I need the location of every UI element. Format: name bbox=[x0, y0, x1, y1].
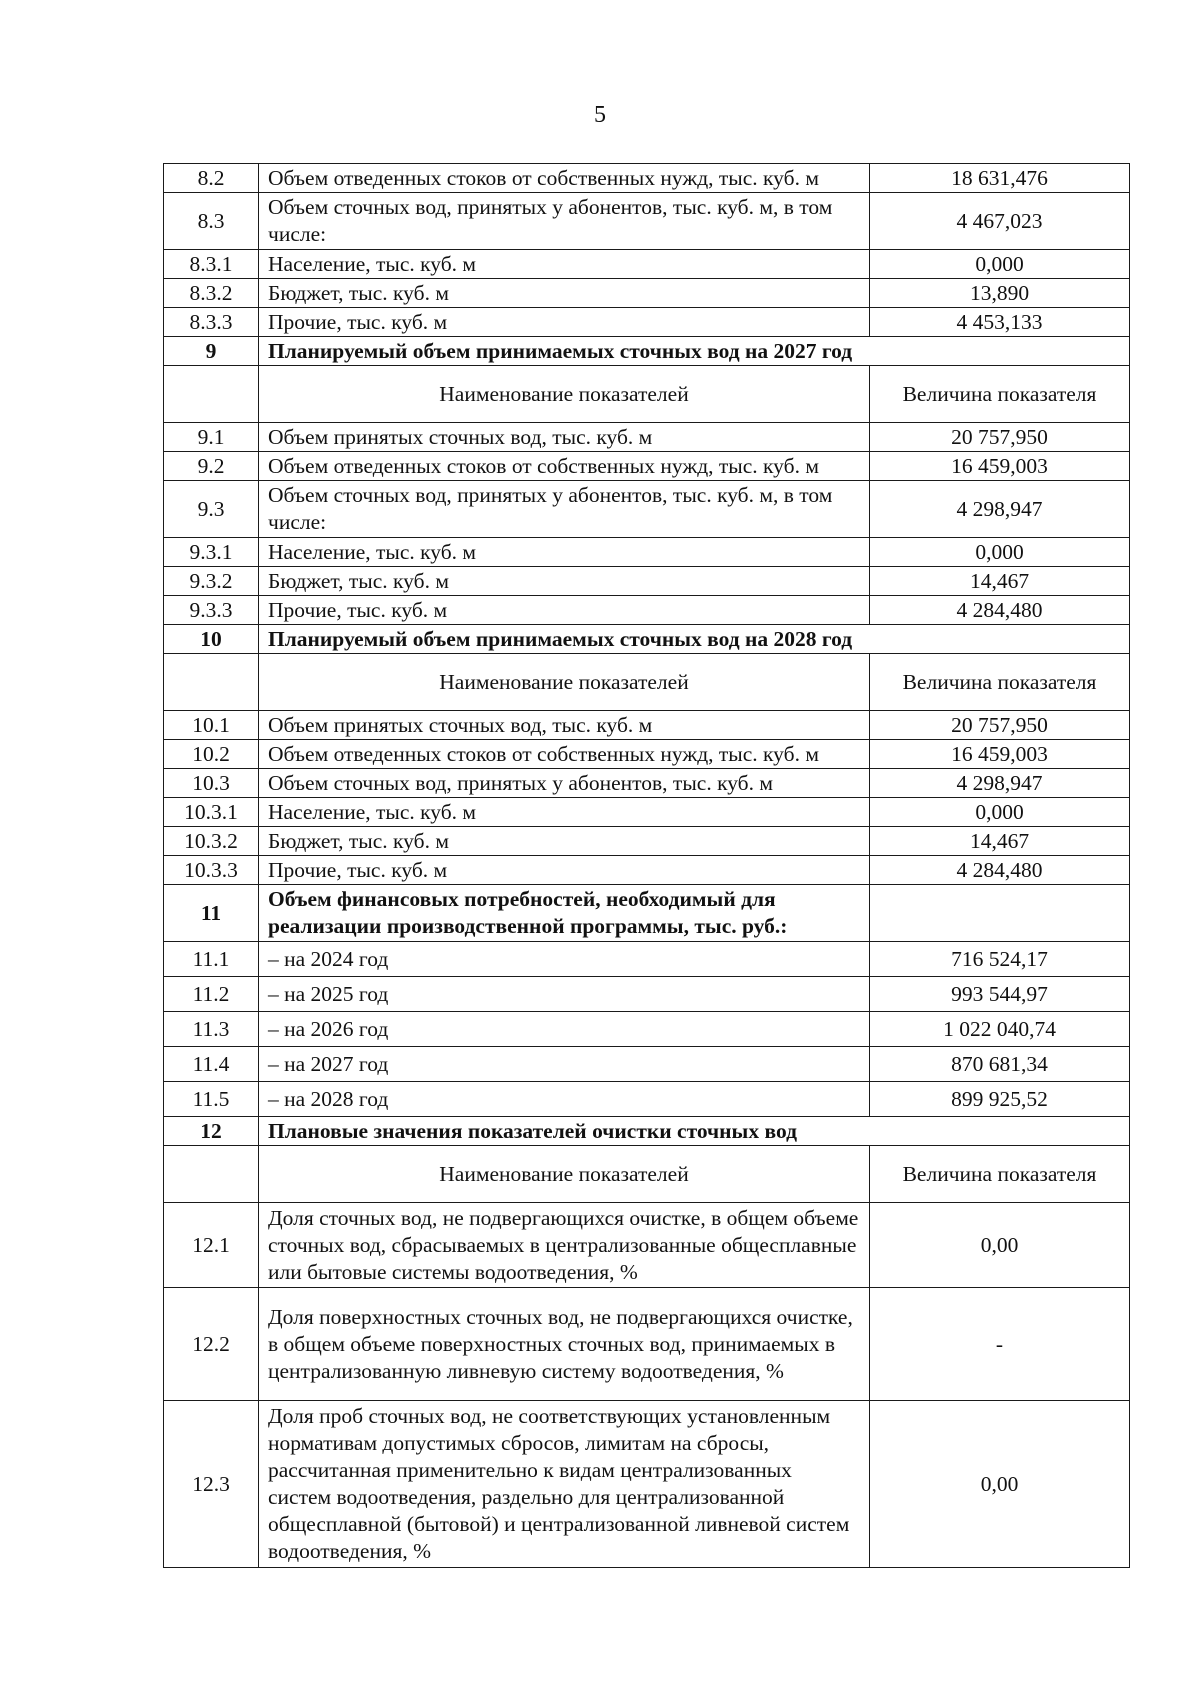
indicator-value: 0,00 bbox=[870, 1401, 1130, 1568]
table-row bbox=[164, 308, 1130, 337]
empty-cell bbox=[164, 366, 259, 423]
table-row bbox=[164, 798, 1130, 827]
header-row bbox=[164, 654, 1130, 711]
indicator-value: 4 298,947 bbox=[870, 769, 1130, 798]
indicator-value: 4 284,480 bbox=[870, 856, 1130, 885]
indicator-name: Прочие, тыс. куб. м bbox=[259, 596, 870, 625]
column-header-value: Величина показателя bbox=[870, 1146, 1130, 1203]
table-row bbox=[164, 164, 1130, 193]
table-row bbox=[164, 481, 1130, 538]
table-row bbox=[164, 942, 1130, 977]
table-row bbox=[164, 977, 1130, 1012]
indicator-name: Объем сточных вод, принятых у абонентов, тыс. куб. м, в том числе: bbox=[259, 193, 870, 250]
table-row bbox=[164, 1203, 1130, 1288]
table-row bbox=[164, 769, 1130, 798]
indicator-value: - bbox=[870, 1288, 1130, 1401]
row-number: 10.3.3 bbox=[164, 856, 259, 885]
row-number: 9.3.1 bbox=[164, 538, 259, 567]
row-number: 10.3.1 bbox=[164, 798, 259, 827]
row-number: 9.1 bbox=[164, 423, 259, 452]
section-row bbox=[164, 337, 1130, 366]
page-number: 5 bbox=[594, 102, 606, 128]
indicator-name: Доля сточных вод, не подвергающихся очистке, в общем объеме сточных вод, сбрасываемых в централизованные общесплавные или бытовые системы водоотведения, % bbox=[259, 1203, 870, 1288]
indicator-value: 716 524,17 bbox=[870, 942, 1130, 977]
section-title: Объем финансовых потребностей, необходимый для реализации производственной программы, тыс. руб.: bbox=[259, 885, 870, 942]
table-row bbox=[164, 856, 1130, 885]
row-number: 8.3 bbox=[164, 193, 259, 250]
row-number: 10.3 bbox=[164, 769, 259, 798]
indicator-name: Объем отведенных стоков от собственных нужд, тыс. куб. м bbox=[259, 164, 870, 193]
section-row bbox=[164, 625, 1130, 654]
section-number: 11 bbox=[164, 885, 259, 942]
row-number: 9.2 bbox=[164, 452, 259, 481]
indicator-name: Население, тыс. куб. м bbox=[259, 250, 870, 279]
indicator-name: Население, тыс. куб. м bbox=[259, 538, 870, 567]
column-header-value: Величина показателя bbox=[870, 366, 1130, 423]
empty-cell bbox=[164, 1146, 259, 1203]
section-row bbox=[164, 885, 1130, 942]
row-number: 12.1 bbox=[164, 1203, 259, 1288]
indicator-value: 20 757,950 bbox=[870, 423, 1130, 452]
table-row bbox=[164, 827, 1130, 856]
indicator-name: Бюджет, тыс. куб. м bbox=[259, 279, 870, 308]
indicator-value: 4 284,480 bbox=[870, 596, 1130, 625]
indicator-value: 870 681,34 bbox=[870, 1047, 1130, 1082]
row-number: 11.4 bbox=[164, 1047, 259, 1082]
indicator-name: Население, тыс. куб. м bbox=[259, 798, 870, 827]
indicator-name: – на 2028 год bbox=[259, 1082, 870, 1117]
empty-cell bbox=[870, 885, 1130, 942]
row-number: 11.3 bbox=[164, 1012, 259, 1047]
indicator-name: Бюджет, тыс. куб. м bbox=[259, 567, 870, 596]
empty-cell bbox=[164, 654, 259, 711]
indicator-name: Доля поверхностных сточных вод, не подвергающихся очистке, в общем объеме поверхностных сточных вод, принимаемых в централизованную ливневую систему водоотведения, % bbox=[259, 1288, 870, 1401]
table-row bbox=[164, 1047, 1130, 1082]
header-row bbox=[164, 366, 1130, 423]
table-row bbox=[164, 740, 1130, 769]
indicator-name: Прочие, тыс. куб. м bbox=[259, 308, 870, 337]
section-row bbox=[164, 1117, 1130, 1146]
indicator-value: 14,467 bbox=[870, 827, 1130, 856]
indicator-value: 16 459,003 bbox=[870, 740, 1130, 769]
row-number: 8.3.3 bbox=[164, 308, 259, 337]
row-number: 10.1 bbox=[164, 711, 259, 740]
section-number: 9 bbox=[164, 337, 259, 366]
row-number: 9.3.2 bbox=[164, 567, 259, 596]
row-number: 8.3.1 bbox=[164, 250, 259, 279]
indicator-value: 0,000 bbox=[870, 538, 1130, 567]
indicator-name: Объем сточных вод, принятых у абонентов, тыс. куб. м bbox=[259, 769, 870, 798]
row-number: 11.5 bbox=[164, 1082, 259, 1117]
indicator-name: – на 2026 год bbox=[259, 1012, 870, 1047]
indicator-value: 4 467,023 bbox=[870, 193, 1130, 250]
indicator-value: 0,00 bbox=[870, 1203, 1130, 1288]
column-header-value: Величина показателя bbox=[870, 654, 1130, 711]
indicator-value: 18 631,476 bbox=[870, 164, 1130, 193]
table-row bbox=[164, 1082, 1130, 1117]
section-title: Плановые значения показателей очистки сточных вод bbox=[259, 1117, 1130, 1146]
section-number: 12 bbox=[164, 1117, 259, 1146]
indicator-name: Бюджет, тыс. куб. м bbox=[259, 827, 870, 856]
row-number: 10.3.2 bbox=[164, 827, 259, 856]
table-row bbox=[164, 567, 1130, 596]
indicator-name: Объем сточных вод, принятых у абонентов, тыс. куб. м, в том числе: bbox=[259, 481, 870, 538]
table-row bbox=[164, 538, 1130, 567]
indicator-value: 1 022 040,74 bbox=[870, 1012, 1130, 1047]
indicator-value: 20 757,950 bbox=[870, 711, 1130, 740]
indicator-value: 13,890 bbox=[870, 279, 1130, 308]
row-number: 9.3 bbox=[164, 481, 259, 538]
section-title: Планируемый объем принимаемых сточных вод на 2027 год bbox=[259, 337, 1130, 366]
indicator-value: 899 925,52 bbox=[870, 1082, 1130, 1117]
indicator-name: Объем принятых сточных вод, тыс. куб. м bbox=[259, 423, 870, 452]
row-number: 11.2 bbox=[164, 977, 259, 1012]
section-title: Планируемый объем принимаемых сточных вод на 2028 год bbox=[259, 625, 1130, 654]
table-row bbox=[164, 250, 1130, 279]
table-row bbox=[164, 193, 1130, 250]
table-row bbox=[164, 1401, 1130, 1568]
row-number: 8.2 bbox=[164, 164, 259, 193]
table-row bbox=[164, 1288, 1130, 1401]
indicator-value: 4 298,947 bbox=[870, 481, 1130, 538]
table-row bbox=[164, 596, 1130, 625]
row-number: 10.2 bbox=[164, 740, 259, 769]
indicator-value: 0,000 bbox=[870, 798, 1130, 827]
indicator-name: Объем отведенных стоков от собственных нужд, тыс. куб. м bbox=[259, 740, 870, 769]
indicator-name: Объем принятых сточных вод, тыс. куб. м bbox=[259, 711, 870, 740]
indicator-name: – на 2024 год bbox=[259, 942, 870, 977]
indicator-name: Доля проб сточных вод, не соответствующих установленным нормативам допустимых сбросов, лимитам на сбросы, рассчитанная применительно к видам централизованных систем водоотведения, раздельно для централизованной общесплавной (бытовой) и централизованной ливневой систем водоотведения, % bbox=[259, 1401, 870, 1568]
indicator-name: – на 2027 год bbox=[259, 1047, 870, 1082]
indicator-name: Прочие, тыс. куб. м bbox=[259, 856, 870, 885]
indicator-value: 16 459,003 bbox=[870, 452, 1130, 481]
column-header-name: Наименование показателей bbox=[259, 366, 870, 423]
row-number: 12.3 bbox=[164, 1401, 259, 1568]
row-number: 9.3.3 bbox=[164, 596, 259, 625]
table-row bbox=[164, 423, 1130, 452]
column-header-name: Наименование показателей bbox=[259, 1146, 870, 1203]
row-number: 12.2 bbox=[164, 1288, 259, 1401]
section-number: 10 bbox=[164, 625, 259, 654]
table-row bbox=[164, 1012, 1130, 1047]
header-row bbox=[164, 1146, 1130, 1203]
indicator-value: 0,000 bbox=[870, 250, 1130, 279]
indicator-value: 4 453,133 bbox=[870, 308, 1130, 337]
indicator-name: Объем отведенных стоков от собственных нужд, тыс. куб. м bbox=[259, 452, 870, 481]
row-number: 11.1 bbox=[164, 942, 259, 977]
table-row bbox=[164, 279, 1130, 308]
row-number: 8.3.2 bbox=[164, 279, 259, 308]
indicator-name: – на 2025 год bbox=[259, 977, 870, 1012]
indicators-table bbox=[163, 163, 1130, 1568]
indicator-value: 14,467 bbox=[870, 567, 1130, 596]
indicator-value: 993 544,97 bbox=[870, 977, 1130, 1012]
table-row bbox=[164, 711, 1130, 740]
table-row bbox=[164, 452, 1130, 481]
column-header-name: Наименование показателей bbox=[259, 654, 870, 711]
